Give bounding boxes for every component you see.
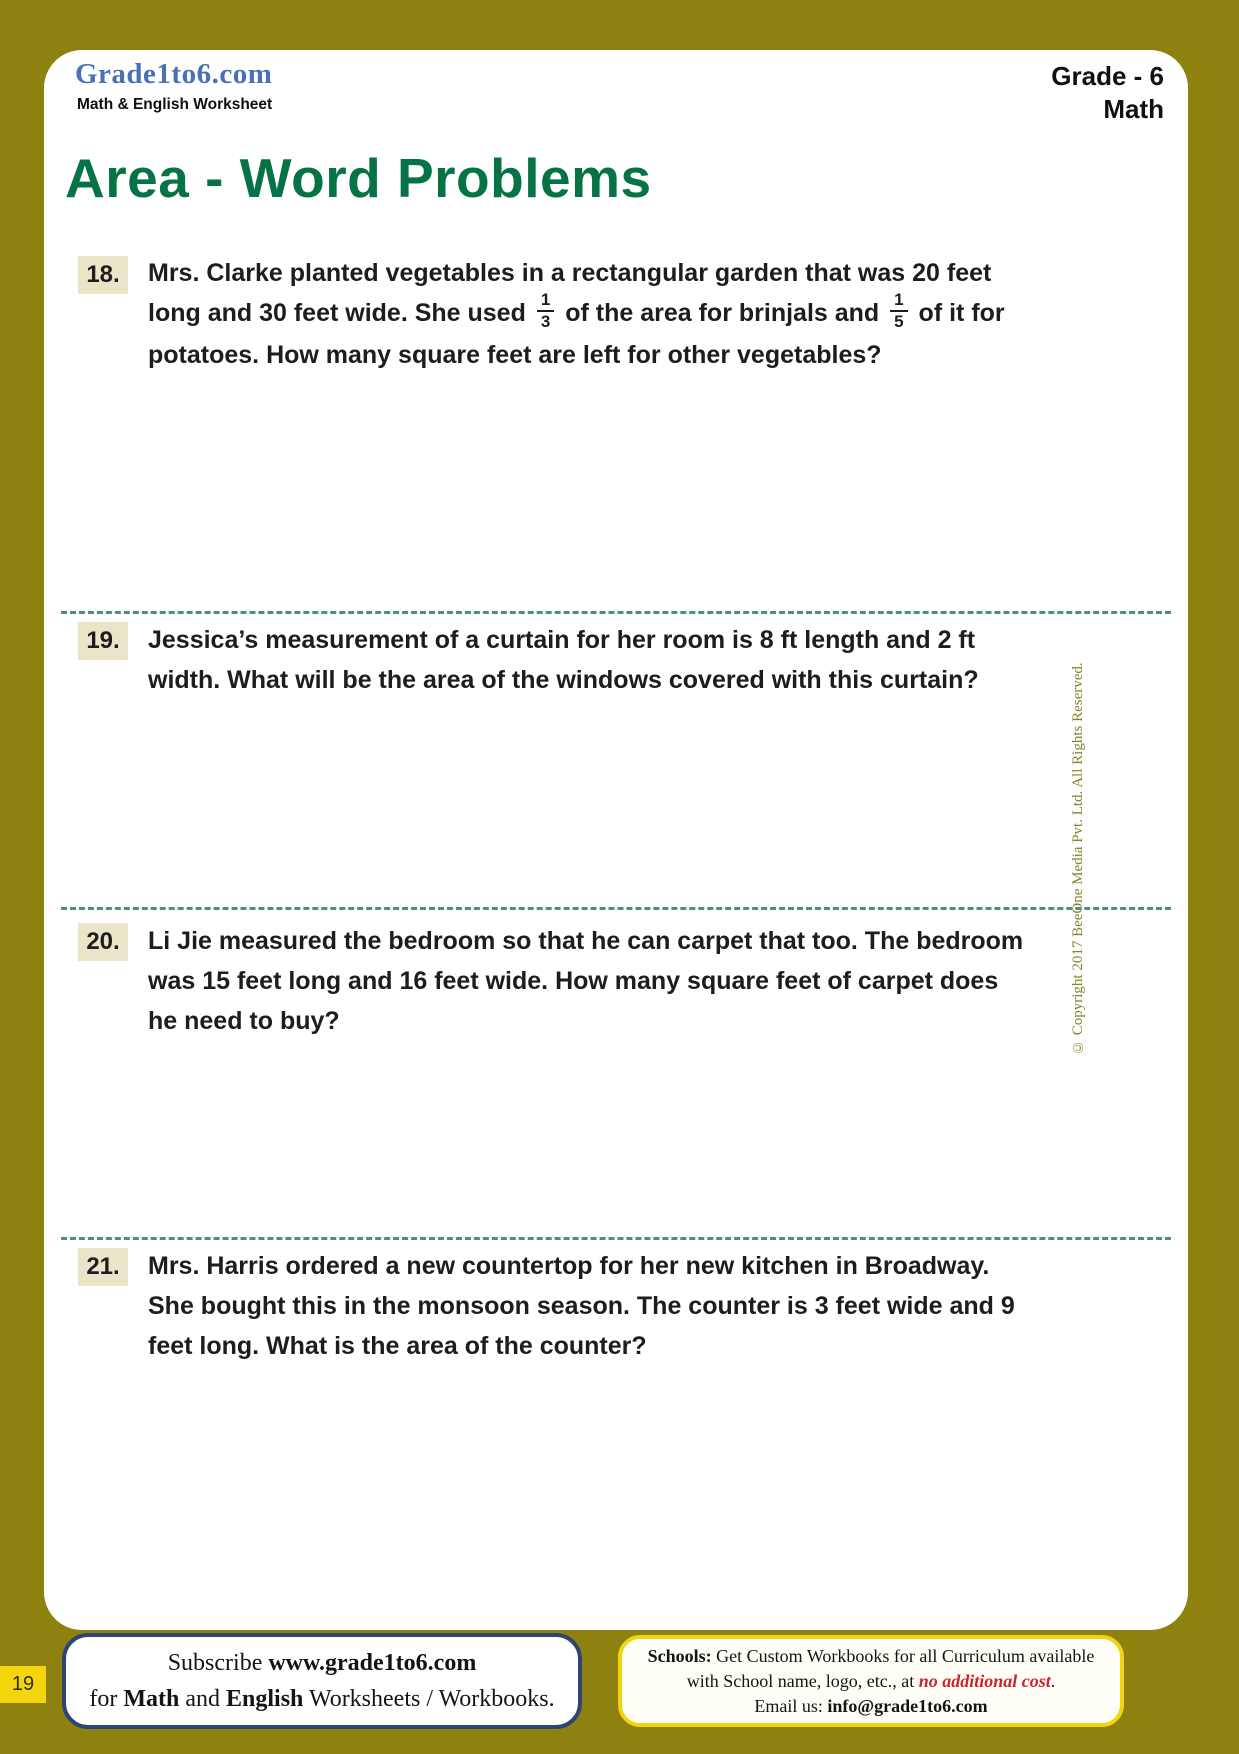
email-us-label: Email us:: [754, 1695, 828, 1716]
question-21-number-badge: 21.: [78, 1248, 128, 1286]
schools-line-2-period: .: [1050, 1670, 1056, 1691]
fraction-numerator: 1: [537, 291, 554, 313]
copyright-notice: © Copyright 2017 BeeOne Media Pvt. Ltd. All Rights Reserved.: [1070, 662, 1086, 1055]
fraction-one-fifth: [890, 291, 907, 332]
dashed-separator-2: [61, 907, 1171, 910]
subscribe-site-link[interactable]: www.grade1to6.com: [268, 1650, 477, 1676]
question-20-text: Li Jie measured the bedroom so that he can carpet that too. The bedroom was 15 feet long and 16 feet wide. How many square feet of carpet does he need to buy?: [148, 927, 1024, 1035]
subscribe-english-word: English: [226, 1686, 304, 1712]
question-19-text: Jessica’s measurement of a curtain for her room is 8 ft length and 2 ft width. What will be the area of the windows covered with this curtain?: [148, 626, 979, 694]
question-18-number-badge: 18.: [78, 256, 128, 294]
subject-label: Math: [1103, 94, 1164, 124]
fraction-denominator: 5: [894, 312, 904, 332]
fraction-one-third: [537, 291, 554, 332]
schools-line-3: [622, 1694, 1120, 1719]
question-19-number-badge: 19.: [78, 622, 128, 660]
logo-tagline: Math & English Worksheet: [77, 96, 273, 113]
schools-line-2-text: with School name, logo, etc., at: [686, 1670, 919, 1691]
schools-label: Schools:: [647, 1645, 712, 1666]
subscribe-word: Subscribe: [167, 1650, 269, 1676]
page-number-badge: 19: [0, 1666, 46, 1703]
subscribe-banner: [62, 1633, 582, 1729]
schools-line-1: [622, 1644, 1120, 1669]
contact-email[interactable]: info@grade1to6.com: [827, 1695, 988, 1716]
subscribe-math-word: Math: [123, 1686, 180, 1712]
fraction-denominator: 3: [540, 312, 551, 332]
no-additional-cost-highlight: no additional cost: [918, 1670, 1051, 1691]
schools-banner: [618, 1635, 1124, 1727]
dashed-separator-3: [61, 1237, 1171, 1240]
schools-line-2: [622, 1669, 1120, 1694]
question-21-text: Mrs. Harris ordered a new countertop for her new kitchen in Broadway. She bought this in the monsoon season. The counter is 3 feet wide and 9 feet long. What is the area of the counter?: [148, 1252, 1015, 1360]
site-logo[interactable]: Grade1to6.com: [75, 58, 273, 90]
schools-line-1-text: Get Custom Workbooks for all Curriculum available: [711, 1645, 1095, 1666]
subscribe-for-word: for: [89, 1686, 124, 1712]
question-18-text: [148, 253, 1032, 375]
question-18-segment-3: of it for potatoes. How many square feet are left for other vegetables?: [148, 299, 1005, 370]
subscribe-rest: Worksheets / Workbooks.: [303, 1686, 555, 1712]
question-20-number-badge: 20.: [78, 923, 128, 961]
subscribe-line-2: [66, 1681, 578, 1717]
subscribe-and-word: and: [179, 1686, 226, 1712]
page-title: Area - Word Problems: [65, 147, 652, 209]
grade-subject-block: [1051, 60, 1164, 126]
dashed-separator-1: [61, 611, 1171, 614]
question-18-segment-2: of the area for brinjals and: [558, 299, 887, 327]
grade-label: Grade - 6: [1051, 61, 1164, 91]
fraction-numerator: 1: [890, 291, 907, 313]
question-18-segment-1: Mrs. Clarke planted vegetables in a rectangular garden that was 20 feet long and 30 feet wide. She used: [148, 259, 992, 327]
worksheet-sheet: [44, 50, 1188, 1630]
subscribe-line-1: [66, 1645, 578, 1681]
